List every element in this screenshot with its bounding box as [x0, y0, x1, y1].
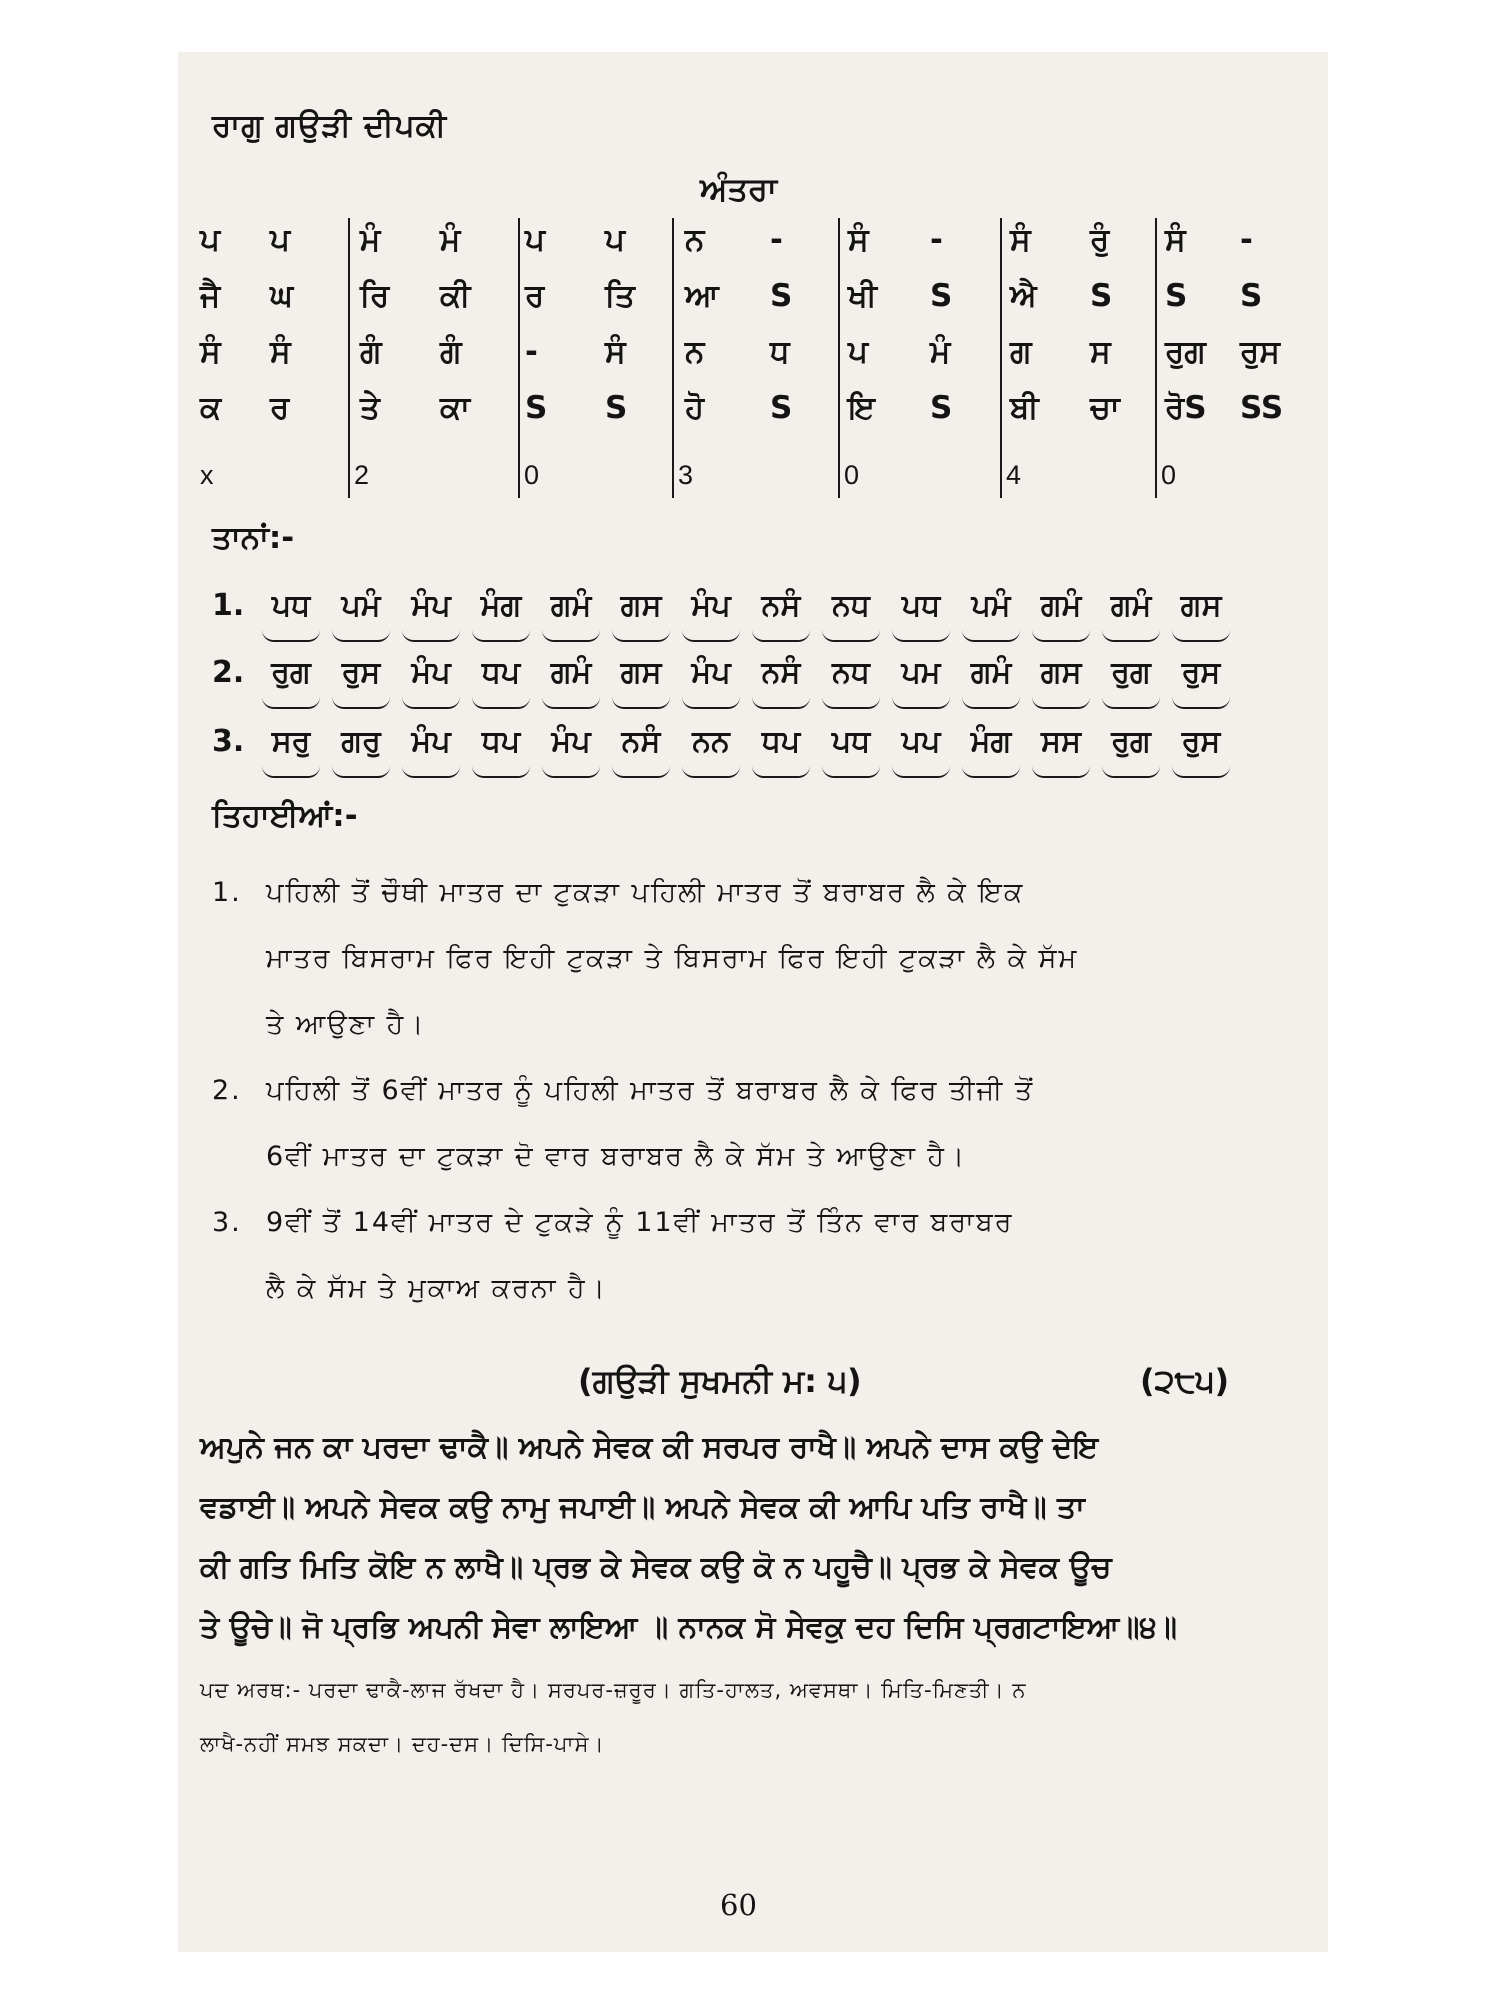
antra-label: ਅੰਤਰਾ	[700, 170, 777, 208]
slur-arc	[1032, 630, 1090, 642]
taan-pair-text: ਗਮੰ	[1040, 588, 1082, 623]
beat-marker: 2	[354, 460, 370, 490]
slur-arc	[262, 630, 320, 642]
taan-pair-text: ਮੰਪ	[691, 655, 731, 690]
slur-arc	[612, 697, 670, 709]
taan-pair	[466, 724, 536, 759]
taal-division-line	[1000, 330, 1002, 386]
taan-pair-text: ਮੰਪ	[411, 588, 451, 623]
slur-arc	[332, 630, 390, 642]
taan-pair-text: ਨਸੰ	[761, 655, 801, 690]
beat-marker: 0	[1161, 460, 1177, 490]
slur-arc	[1032, 766, 1090, 778]
notation-cell: ਰਿ	[360, 278, 390, 314]
notation-cell: ਪ	[270, 222, 290, 258]
taan-pair	[956, 724, 1026, 759]
notation-cell: ਗੰ	[440, 334, 462, 370]
notation-cell: ਸੰ	[200, 334, 221, 370]
taal-division-line	[1000, 274, 1002, 330]
taal-division-line	[348, 274, 350, 330]
notation-cell: S	[1240, 278, 1263, 314]
taan-pair-text: ਪਮੰ	[971, 588, 1011, 623]
taal-division-line	[348, 442, 350, 498]
shabad-text	[200, 1418, 1318, 1658]
taan-pair-text: ਸਸ	[1041, 724, 1081, 759]
notation-cell: -	[770, 222, 783, 258]
taan-pair	[256, 588, 326, 623]
slur-arc	[402, 697, 460, 709]
slur-arc	[752, 766, 810, 778]
slur-arc	[752, 630, 810, 642]
taan-pair-text: ਰੁਸ	[341, 655, 381, 690]
tihai-line: ਪਹਿਲੀ ਤੋਂ 6ਵੀਂ ਮਾਤਰ ਨੂੰ ਪਹਿਲੀ ਮਾਤਰ ਤੋਂ ਬਰਾਬਰ ਲੈ ਕੇ ਫਿਰ ਤੀਜੀ ਤੋਂ	[266, 1075, 1035, 1106]
slur-arc	[542, 630, 600, 642]
slur-arc	[402, 766, 460, 778]
taan-pair-text: ਧਪ	[761, 724, 801, 759]
taan-pair	[1026, 655, 1096, 690]
taan-pair	[676, 588, 746, 623]
tihai-line: ਮਾਤਰ ਬਿਸਰਾਮ ਫਿਰ ਇਹੀ ਟੁਕੜਾ ਤੇ ਬਿਸਰਾਮ ਫਿਰ ਇਹੀ ਟੁਕੜਾ ਲੈ ਕੇ ਸੱਮ	[266, 943, 1079, 974]
slur-arc	[1172, 697, 1230, 709]
taan-number: 2.	[212, 655, 245, 690]
notation-cell: S	[930, 278, 953, 314]
beat-marker: x	[200, 460, 214, 490]
slur-arc	[1172, 766, 1230, 778]
taal-division-line	[672, 442, 674, 498]
shabad-line: ਵਡਾਈ॥ ਅਪਨੇ ਸੇਵਕ ਕਉ ਨਾਮੁ ਜਪਾਈ॥ ਅਪਨੇ ਸੇਵਕ ਕੀ ਆਪਿ ਪਤਿ ਰਾਖੈ॥ ਤਾ	[200, 1490, 1085, 1525]
taan-pair	[396, 724, 466, 759]
tihai-line: 6ਵੀਂ ਮਾਤਰ ਦਾ ਟੁਕੜਾ ਦੋ ਵਾਰ ਬਰਾਬਰ ਲੈ ਕੇ ਸੱਮ ਤੇ ਆਉਣਾ ਹੈ।	[266, 1141, 967, 1172]
taan-pair	[1096, 724, 1166, 759]
tihai-item	[212, 860, 1326, 1058]
taan-number: 3.	[212, 724, 245, 759]
taan-pair-text: ਰੁਗ	[271, 655, 311, 690]
slur-arc	[612, 766, 670, 778]
notation-cell: ਕੀ	[440, 278, 471, 314]
taan-pair-text: ਮੰਪ	[551, 724, 591, 759]
taan-pair	[886, 724, 956, 759]
taan-pair-text: ਪਮ	[901, 655, 941, 690]
notation-cell: ਮੰ	[930, 334, 951, 370]
taan-pair	[1166, 655, 1236, 690]
slur-arc	[682, 766, 740, 778]
taal-division-line	[518, 442, 520, 498]
tihai-item	[212, 1058, 1326, 1190]
notation-cell: S	[930, 390, 953, 426]
taal-division-line	[1155, 274, 1157, 330]
taan-pair-text: ਰੁਸ	[1181, 655, 1221, 690]
taan-pair	[746, 588, 816, 623]
taan-pair-text: ਪਧ	[831, 724, 871, 759]
slur-arc	[822, 697, 880, 709]
notation-cell: ਸ	[1090, 334, 1111, 370]
slur-arc	[1102, 697, 1160, 709]
tihai-item	[212, 1190, 1326, 1322]
slur-arc	[822, 766, 880, 778]
shabad-line: ਕੀ ਗਤਿ ਮਿਤਿ ਕੋਇ ਨ ਲਾਖੈ॥ ਪ੍ਰਭ ਕੇ ਸੇਵਕ ਕਉ ਕੋ ਨ ਪਹੂਚੈ॥ ਪ੍ਰਭ ਕੇ ਸੇਵਕ ਊਚ	[200, 1550, 1112, 1585]
taal-division-line	[348, 386, 350, 442]
notation-cell: ਰੋS	[1165, 390, 1207, 426]
taan-pair-text: ਨਧ	[832, 655, 870, 690]
notation-cell: ਇ	[848, 390, 875, 426]
shabad-ang-number: (੨੮੫)	[1140, 1362, 1230, 1400]
taan-pair-text: ਗਮੰ	[1110, 588, 1152, 623]
taal-division-line	[1155, 218, 1157, 274]
taan-pair	[256, 655, 326, 690]
slur-arc	[612, 630, 670, 642]
notation-cell: -	[1240, 222, 1253, 258]
taan-pair	[396, 588, 466, 623]
notation-cell: S	[770, 390, 793, 426]
taal-division-line	[672, 218, 674, 274]
pad-arth	[200, 1663, 1320, 1771]
taan-pair-text: ਰੁਗ	[1111, 724, 1151, 759]
taan-pair-text: ਪਪ	[901, 724, 941, 759]
tihai-line: ਲੈ ਕੇ ਸੱਮ ਤੇ ਮੁਕਾਅ ਕਰਨਾ ਹੈ।	[266, 1273, 607, 1304]
taan-pair	[956, 588, 1026, 623]
slur-arc	[1102, 766, 1160, 778]
slur-arc	[892, 697, 950, 709]
taan-pair	[536, 655, 606, 690]
taal-division-line	[1155, 386, 1157, 442]
slur-arc	[682, 630, 740, 642]
slur-arc	[262, 766, 320, 778]
notation-cell: ਨ	[685, 334, 705, 370]
taan-pair	[816, 588, 886, 623]
notation-cell: ਗੰ	[360, 334, 382, 370]
taan-pair-text: ਗਸ	[1180, 588, 1222, 623]
notation-cell: ਨ	[685, 222, 705, 258]
shabad-line: ਤੇ ਊਚੇ॥ ਜੋ ਪ੍ਰਭਿ ਅਪਨੀ ਸੇਵਾ ਲਾਇਆ ॥ ਨਾਨਕ ਸੋ ਸੇਵਕੁ ਦਹ ਦਿਸਿ ਪ੍ਰਗਟਾਇਆ॥੪॥	[200, 1610, 1178, 1645]
taal-division-line	[1000, 442, 1002, 498]
taan-pair-text: ਧਪ	[481, 655, 521, 690]
slur-arc	[962, 766, 1020, 778]
taan-pair-text: ਮੰਪ	[411, 655, 451, 690]
slur-arc	[962, 630, 1020, 642]
taan-pair	[326, 588, 396, 623]
taal-division-line	[672, 274, 674, 330]
notation-cell: ਹੋ	[685, 390, 705, 426]
notation-cell: ਪ	[200, 222, 220, 258]
taan-pair	[606, 588, 676, 623]
taan-pair-text: ਪਧ	[901, 588, 941, 623]
taan-pair	[1026, 724, 1096, 759]
beat-marker: 3	[678, 460, 694, 490]
notation-cell: ਤੇ	[360, 390, 380, 426]
notation-cell: ਸੰ	[605, 334, 626, 370]
slur-arc	[402, 630, 460, 642]
taal-division-line	[838, 218, 840, 274]
slur-arc	[962, 697, 1020, 709]
taal-division-line	[1155, 442, 1157, 498]
notation-cell: ਸੰ	[270, 334, 291, 370]
notation-cell: -	[525, 334, 538, 370]
taan-pair	[1096, 588, 1166, 623]
shabad-line: ਅਪੁਨੇ ਜਨ ਕਾ ਪਰਦਾ ਢਾਕੈ॥ ਅਪਨੇ ਸੇਵਕ ਕੀ ਸਰਪਰ ਰਾਖੈ॥ ਅਪਨੇ ਦਾਸ ਕਉ ਦੇਇ	[200, 1430, 1099, 1465]
notation-cell: ਮੰ	[360, 222, 381, 258]
notation-cell: ਸੰ	[848, 222, 869, 258]
beat-marker: 0	[524, 460, 540, 490]
taan-pair	[886, 588, 956, 623]
taal-division-line	[672, 386, 674, 442]
taan-pair-text: ਸਰੁ	[271, 724, 311, 759]
taan-pair	[676, 655, 746, 690]
notation-cell: ਸੰ	[1010, 222, 1031, 258]
taan-pair-text: ਗਸ	[1040, 655, 1082, 690]
notation-cell: ਤਿ	[605, 278, 635, 314]
beat-marker: 4	[1006, 460, 1022, 490]
taal-division-line	[518, 386, 520, 442]
raag-title: ਰਾਗੁ ਗਉੜੀ ਦੀਪਕੀ	[212, 108, 448, 144]
taal-division-line	[1155, 330, 1157, 386]
taan-pair	[396, 655, 466, 690]
notation-cell: S	[770, 278, 793, 314]
slur-arc	[332, 697, 390, 709]
taal-division-line	[348, 218, 350, 274]
slur-arc	[1032, 697, 1090, 709]
taan-pair-text: ਗਮੰ	[550, 655, 592, 690]
taan-pair-text: ਨਸੰ	[621, 724, 661, 759]
taan-heading: ਤਾਨਾਂ:-	[212, 520, 295, 556]
taan-pair	[676, 724, 746, 759]
taal-division-line	[518, 218, 520, 274]
notation-cell: S	[605, 390, 628, 426]
notation-cell: ਪ	[605, 222, 625, 258]
taan-pair-text: ਰੁਸ	[1181, 724, 1221, 759]
slur-arc	[542, 697, 600, 709]
notation-cell: ਰ	[525, 278, 545, 314]
tihai-line: ਪਹਿਲੀ ਤੋਂ ਚੌਥੀ ਮਾਤਰ ਦਾ ਟੁਕੜਾ ਪਹਿਲੀ ਮਾਤਰ ਤੋਂ ਬਰਾਬਰ ਲੈ ਕੇ ਇਕ	[266, 877, 1025, 908]
taan-pair	[746, 655, 816, 690]
beat-marker: 0	[844, 460, 860, 490]
taan-pair	[816, 724, 886, 759]
taan-pair	[1096, 655, 1166, 690]
taan-pair	[326, 724, 396, 759]
notation-cell: ਕ	[200, 390, 222, 426]
notation-cell: -	[930, 222, 943, 258]
notation-cell: ਚਾ	[1090, 390, 1120, 426]
taan-pair	[956, 655, 1026, 690]
taan-pair	[326, 655, 396, 690]
slur-arc	[1172, 630, 1230, 642]
taan-number: 1.	[212, 588, 245, 623]
taan-pair-text: ਪਧ	[271, 588, 311, 623]
tihai-number: 1.	[212, 877, 242, 908]
taan-pair	[256, 724, 326, 759]
page-number: 60	[720, 1888, 757, 1922]
slur-arc	[472, 766, 530, 778]
taal-division-line	[838, 386, 840, 442]
tihai-number: 2.	[212, 1075, 242, 1106]
notation-cell: ਰੁੰ	[1090, 222, 1110, 258]
taan-pair	[886, 655, 956, 690]
slur-arc	[262, 697, 320, 709]
notation-cell: ਕਾ	[440, 390, 471, 426]
taal-division-line	[348, 330, 350, 386]
taal-division-line	[1000, 386, 1002, 442]
taan-pair-text: ਗਮੰ	[550, 588, 592, 623]
taan-pair-text: ਮੰਪ	[411, 724, 451, 759]
taan-pair-text: ਮੰਗ	[480, 588, 522, 623]
notation-cell: ਘ	[270, 278, 294, 314]
taan-pair-text: ਮੰਪ	[691, 588, 731, 623]
taan-pair-text: ਪਮੰ	[341, 588, 381, 623]
notation-cell: ਜੈ	[200, 278, 221, 314]
taan-pair-text: ਰੁਗ	[1111, 655, 1151, 690]
taan-pair	[746, 724, 816, 759]
notation-cell: S	[1165, 278, 1188, 314]
taan-pair	[816, 655, 886, 690]
notation-cell: ਬੀ	[1010, 390, 1039, 426]
taal-division-line	[838, 442, 840, 498]
taan-pair-text: ਧਪ	[481, 724, 521, 759]
slur-arc	[472, 630, 530, 642]
tihai-line: 9ਵੀਂ ਤੋਂ 14ਵੀਂ ਮਾਤਰ ਦੇ ਟੁਕੜੇ ਨੂੰ 11ਵੀਂ ਮਾਤਰ ਤੋਂ ਤਿੰਨ ਵਾਰ ਬਰਾਬਰ	[266, 1207, 1014, 1238]
taan-pair	[606, 655, 676, 690]
taan-pair-text: ਗਰੁ	[341, 724, 381, 759]
notation-cell: SS	[1240, 390, 1284, 426]
notation-cell: ਗ	[1010, 334, 1032, 370]
taan-pair-text: ਨਧ	[832, 588, 870, 623]
slur-arc	[472, 697, 530, 709]
notation-cell: ਪ	[848, 334, 868, 370]
taan-pair-text: ਗਸ	[620, 588, 662, 623]
taan-pair	[1166, 724, 1236, 759]
notation-cell: ਪ	[525, 222, 545, 258]
notation-cell: ਸੰ	[1165, 222, 1186, 258]
pad-arth-line: ਲਾਖੈ-ਨਹੀਂ ਸਮਝ ਸਕਦਾ। ਦਹ-ਦਸ। ਦਿਸਿ-ਪਾਸੇ।	[200, 1732, 605, 1756]
notation-cell: ਰੁਸ	[1240, 334, 1280, 370]
taan-pair	[606, 724, 676, 759]
slur-arc	[822, 630, 880, 642]
notation-cell: ਰ	[270, 390, 290, 426]
tihai-heading: ਤਿਹਾਈਆਂ:-	[212, 798, 358, 834]
notation-cell: S	[525, 390, 548, 426]
pad-arth-line: ਪਦ ਅਰਥ:- ਪਰਦਾ ਢਾਕੈ-ਲਾਜ ਰੱਖਦਾ ਹੈ। ਸਰਪਰ-ਜ਼ਰੂਰ। ਗਤਿ-ਹਾਲਤ, ਅਵਸਥਾ। ਮਿਤਿ-ਮਿਣਤੀ। ਨ	[200, 1678, 1027, 1702]
notation-cell: ਧ	[770, 334, 790, 370]
taan-pair-text: ਨਨ	[692, 724, 730, 759]
slur-arc	[1102, 630, 1160, 642]
slur-arc	[752, 697, 810, 709]
slur-arc	[892, 630, 950, 642]
taal-division-line	[1000, 218, 1002, 274]
taan-pair	[466, 655, 536, 690]
taan-pair	[1026, 588, 1096, 623]
notation-cell: ਖੀ	[848, 278, 877, 314]
taan-pair-text: ਗਸ	[620, 655, 662, 690]
tihai-number: 3.	[212, 1207, 242, 1238]
taan-pair	[1166, 588, 1236, 623]
taal-division-line	[672, 330, 674, 386]
taan-pair-text: ਗਮੰ	[970, 655, 1012, 690]
notation-cell: S	[1090, 278, 1113, 314]
notation-cell: ਰੁਗ	[1165, 334, 1206, 370]
taan-pair-text: ਨਸੰ	[761, 588, 801, 623]
notation-cell: ਐ	[1010, 278, 1037, 314]
taal-division-line	[518, 274, 520, 330]
slur-arc	[892, 766, 950, 778]
slur-arc	[332, 766, 390, 778]
taal-division-line	[838, 330, 840, 386]
taan-pair-text: ਮੰਗ	[970, 724, 1012, 759]
slur-arc	[542, 766, 600, 778]
taan-pair	[536, 588, 606, 623]
notation-cell: ਆ	[685, 278, 719, 314]
taan-pair	[536, 724, 606, 759]
taal-division-line	[518, 330, 520, 386]
tihai-line: ਤੇ ਆਉਣਾ ਹੈ।	[266, 1009, 426, 1040]
notation-cell: ਮੰ	[440, 222, 461, 258]
slur-arc	[682, 697, 740, 709]
shabad-heading: (ਗਉੜੀ ਸੁਖਮਨੀ ਮ: ੫)	[578, 1362, 862, 1400]
taal-division-line	[838, 274, 840, 330]
taan-pair	[466, 588, 536, 623]
